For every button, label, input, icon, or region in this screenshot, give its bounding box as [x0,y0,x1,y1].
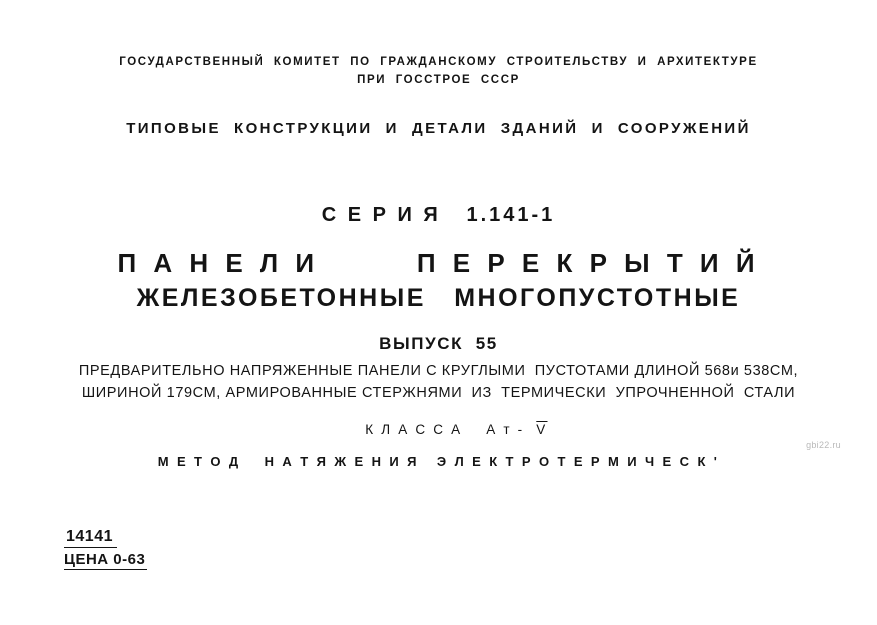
issue-number: ВЫПУСК 55 [379,334,498,353]
main-title-line2: ЖЕЛЕЗОБЕТОННЫЕ МНОГОПУСТОТНЫЕ [136,284,741,312]
method-line: М Е Т О Д Н А Т Я Ж Е Н И Я Э Л Е К Т Р О Т Е Р М И Ч Е С К ' [157,454,720,469]
stamp-block [64,528,147,570]
header-organization-line2: ПРИ ГОССТРОЕ СССР [357,74,520,86]
steel-class-label: К Л А С С А А т - [365,422,537,437]
header-organization-line1: ГОСУДАРСТВЕННЫЙ КОМИТЕТ ПО ГРАЖДАНСКОМУ СТРОИТЕЛЬСТВУ И АРХИТЕКТУРЕ [119,56,758,68]
steel-class-value: $\overline{V}$ [536,422,548,437]
description-line2: ШИРИНОЙ 179СМ, АРМИРОВАННЫЕ СТЕРЖНЯМИ ИЗ ТЕРМИЧЕСКИ УПРОЧНЕННОЙ СТАЛИ [81,385,796,401]
steel-class-line [8,407,869,452]
stamp-price: ЦЕНА 0-63 [64,551,146,568]
watermark-text: gbi22.ru [806,440,841,450]
stamp-code: 14141 [64,528,117,548]
document-subtitle: ТИПОВЫЕ КОНСТРУКЦИИ И ДЕТАЛИ ЗДАНИЙ И СООРУЖЕНИЙ [126,120,751,137]
main-title-line1: П А Н Е Л И П Е Р Е К Р Ы Т И Й [117,248,760,278]
series-number: С Е Р И Я 1.141-1 [321,204,556,226]
paper-sheet [8,8,869,617]
description-line1: ПРЕДВАРИТЕЛЬНО НАПРЯЖЕННЫЕ ПАНЕЛИ С КРУГЛЫМИ ПУСТОТАМИ ДЛИНОЙ 568и 538СМ, [78,363,799,379]
